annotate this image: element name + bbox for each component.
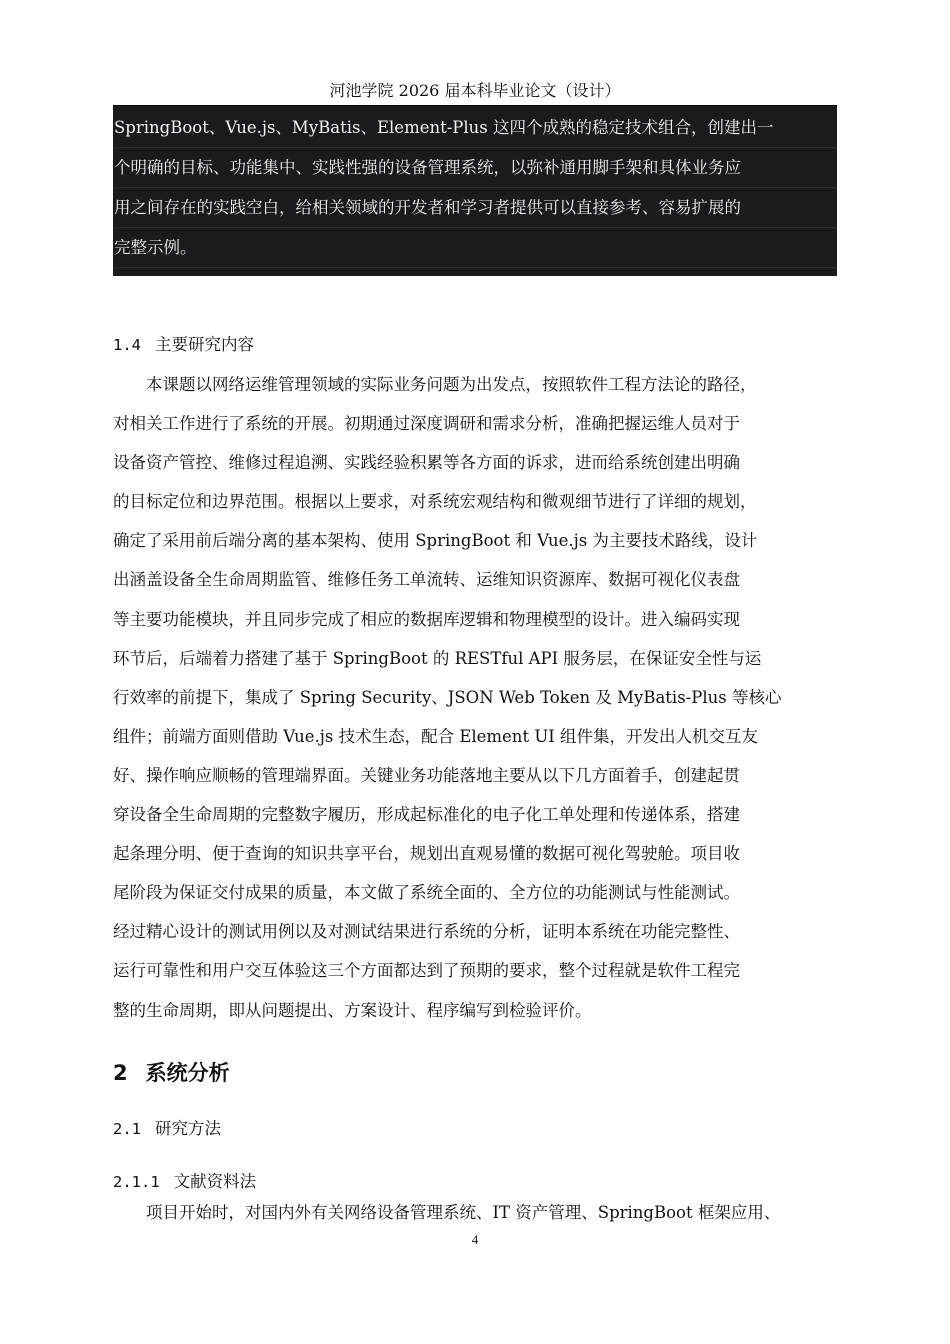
body-line: 好、操作响应顺畅的管理端界面。关键业务功能落地主要从以下几方面着手，创建起贯 [113,765,740,785]
section-heading-1-4 [113,331,254,355]
running-header-title: 河池学院 2026 届本科毕业论文（设计） [329,81,621,100]
running-header [0,80,950,102]
body-line: 设备资产管控、维修过程追溯、实践经验积累等各方面的诉求，进而给系统创建出明确 [113,453,740,473]
highlighted-line: 个明确的目标、功能集中、实践性强的设备管理系统，以弥补通用脚手架和具体业务应 [113,148,837,188]
highlighted-line: SpringBoot、Vue.js、MyBatis、Element-Plus 这四个成熟的稳定技术组合，创建出一 [113,108,837,148]
body-line: 尾阶段为保证交付成果的质量，本文做了系统全面的、全方位的功能测试与性能测试。 [113,883,740,903]
body-line: 环节后，后端着力搭建了基于 SpringBoot 的 RESTful API 服务层，在保证安全性与运 [113,648,762,668]
highlighted-line: 用之间存在的实践空白，给相关领域的开发者和学习者提供可以直接参考、容易扩展的 [113,188,837,228]
page-number: 4 [471,1232,479,1247]
chapter-number: 2 [113,1061,128,1085]
section-title: 研究方法 [155,1119,221,1138]
body-paragraph [113,365,843,1030]
section-number: 2.1.1 [113,1173,160,1191]
body-line: 对相关工作进行了系统的开展。初期通过深度调研和需求分析，准确把握运维人员对于 [113,414,740,434]
body-line: 本课题以网络运维管理领域的实际业务问题为出发点，按照软件工程方法论的路径， [113,375,757,394]
highlighted-line: 完整示例。 [113,228,837,268]
section-number: 1.4 [113,336,141,354]
body-line: 行效率的前提下，集成了 Spring Security、JSON Web Token 及 MyBatis-Plus 等核心 [113,687,782,707]
body-line: 穿设备全生命周期的完整数字履历，形成起标准化的电子化工单处理和传递体系，搭建 [113,805,740,825]
paragraph-line: 项目开始时，对国内外有关网络设备管理系统、IT 资产管理、SpringBoot 框架应用、 [113,1203,781,1222]
body-line: 确定了采用前后端分离的基本架构、使用 SpringBoot 和 Vue.js 为主要技术路线，设计 [113,531,758,551]
chapter-title: 系统分析 [145,1061,230,1085]
section-heading-2-1-1 [113,1168,256,1192]
section-heading-2-1 [113,1115,221,1139]
body-line: 经过精心设计的测试用例以及对测试结果进行系统的分析，证明本系统在功能完整性、 [113,922,740,942]
section-title: 文献资料法 [173,1172,257,1191]
section-title: 主要研究内容 [155,335,254,354]
body-line: 组件；前端方面则借助 Vue.js 技术生态，配合 Element UI 组件集，开发出人机交互友 [113,726,758,746]
highlighted-paragraph [113,106,837,276]
body-line: 等主要功能模块，并且同步完成了相应的数据库逻辑和物理模型的设计。进入编码实现 [113,609,740,629]
body-line: 的目标定位和边界范围。根据以上要求，对系统宏观结构和微观细节进行了详细的规划， [113,492,757,512]
body-line: 起条理分明、便于查询的知识共享平台，规划出直观易懂的数据可视化驾驶舱。项目收 [113,844,740,864]
body-line: 运行可靠性和用户交互体验这三个方面都达到了预期的要求，整个过程就是软件工程完 [113,961,740,981]
body-line: 整的生命周期，即从问题提出、方案设计、程序编写到检验评价。 [113,1000,592,1020]
section-number: 2.1 [113,1120,141,1138]
chapter-heading-2 [113,1057,230,1087]
body-line: 出涵盖设备全生命周期监管、维修任务工单流转、运维知识资源库、数据可视化仪表盘 [113,570,740,590]
